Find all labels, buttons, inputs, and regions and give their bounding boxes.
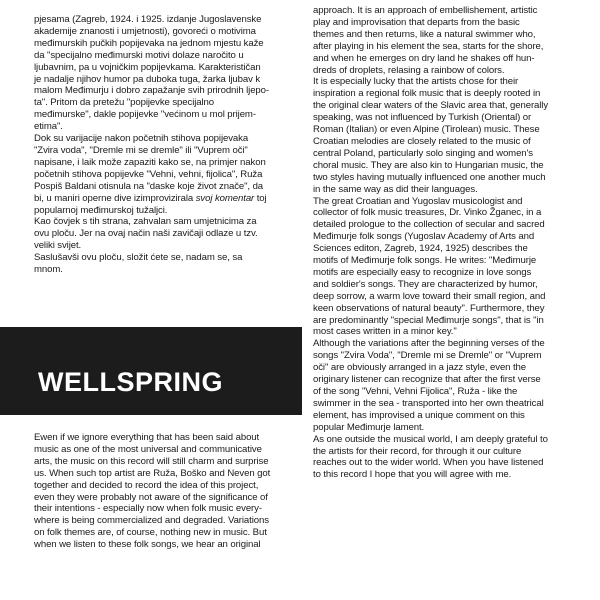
english-right-paragraph-3: The great Croatian and Yugoslav musicologist and collector of folk music treasures, Dr. Vinko Žganec, in a detailed prologue to the collection of secular and sacred Međimurje folk songs (Yugoslav Academy of Arts and Sciences editon, Zagreb, 1924, 1925) describes the motifs of Međimurje folk songs. He writes: "Međimurje motifs are especially easy to recognize in love songs and soldier's songs. They are characterized by humor, deep sorrow, a warm love toward their small region, and keen observations of natural beauty". Furthermore, they are predominantly "special Međimurje songs", that is "in most cases written in a minor key."	[313, 195, 546, 338]
english-right-paragraph-1: approach. It is an approach of embellishement, artistic play and improvisation that departs from the basic themes and then returns, like a natural swimmer who, after playing in his element the sea, starts for the shore, and when he emerges on dry land he shakes off hun- dreds of droplets, relasing a rainbow of colors.	[313, 5, 544, 76]
english-right-paragraph-4: Although the variations after the beginning verses of the songs "Zvira Voda", "Dremle mi se Dremle" or "Vuprem oči" are obviously arranged in a jazz style, even the originary listener can recognize that after the first verse of the song "Vehni, Vehni Fijolica", Ruža - like the swimmer in the sea - transported into her own theatrical element, has improvised a unique comment on this popular Međimurje lament.	[313, 338, 545, 433]
croatian-paragraph-4: Saslušavši ovu ploču, složit ćete se, nadam se, sa mnom.	[34, 252, 243, 276]
banner-title: WELLSPRING	[38, 367, 223, 397]
croatian-paragraph-2-start: Dok su varijacije nakon početnih stihova popijevaka "Zvira voda", "Dremle mi se dremle" ili "Vuprem oči" napisane, i laik može zapaziti kako se, na primjer nakon početnih stihova popijevke "Vehni, vehni, fijolica", Ruža Pospiš Baldani otisnula na "daske koje život znače", da bi, u maniri operne dive izimprovizirala	[34, 133, 266, 204]
english-right-paragraph-5: As one outside the musical world, I am deeply grateful to the artists for their record, for through it our culture reaches out to the wider world. When you have listened to this record I hope that you will agree with me.	[313, 433, 548, 481]
croatian-paragraph-2	[34, 133, 296, 216]
english-text-right-column	[313, 5, 581, 481]
wellspring-banner	[0, 327, 302, 415]
english-text-left-column	[34, 432, 296, 551]
croatian-paragraph-1: pjesama (Zagreb, 1924. i 1925. izdanje Jugoslavenske akademije znanosti i umjetnosti), govoreći o motivima međimurskih pučkih popijevaka na jednom mjestu kaže da "specijalno međimurski motivi dolaze naročito u ljubavnim, pa u vojničkim popijevkama. Karakterističan je nadalje njihov humor pa duboka tuga, žarka ljubav k malom Međimurju i dobro zapažanje svih prirodnih ljepo- ta". Pritom da pretežu "popijevke specijalno međimurske", dakle popijevke "većinom u mol prijem- etima".	[34, 14, 269, 133]
english-right-paragraph-2: It is especially lucky that the artists chose for their inspiration a regional folk music that is deeply rooted in the original clear waters of the Slavic area that, generally speaking, was not influenced by Turkish (Oriental) or Roman (Italian) or even Alpine (Tirolean) music. These Croatian melodies are closely related to the music of central Poland, particularly solo singing and women's choral music. They are also kin to Hungarian music, the two styles having mutually influenced one another much in the same way as did their languages.	[313, 76, 549, 195]
italic-phrase: svoj komentar	[195, 192, 255, 204]
croatian-paragraph-3: Kao čovjek s tih strana, zahvalan sam umjetnicima za ovu ploču. Jer na ovaj način naši zavičaji odlaze u tzv. veliki svijet.	[34, 216, 258, 252]
croatian-text-column	[34, 14, 296, 276]
croatian-paragraph-2-end: toj popularnoj međimurskoj tužaljci.	[34, 192, 267, 216]
english-paragraph-1: Ewen if we ignore everything that has been said about music as one of the most universal and communicative arts, the music on this record will still charm and surprise us. When such top artist are Ruža, Boško and Neven got together and decided to record the idea of this project, even they were probably not aware of the significance of their intentions - especially now when folk music every- where is being commercialized and degraded. Variations on folk themes are, of course, nothing new in music. But when we listen to these folk songs, we hear an original	[34, 432, 271, 551]
